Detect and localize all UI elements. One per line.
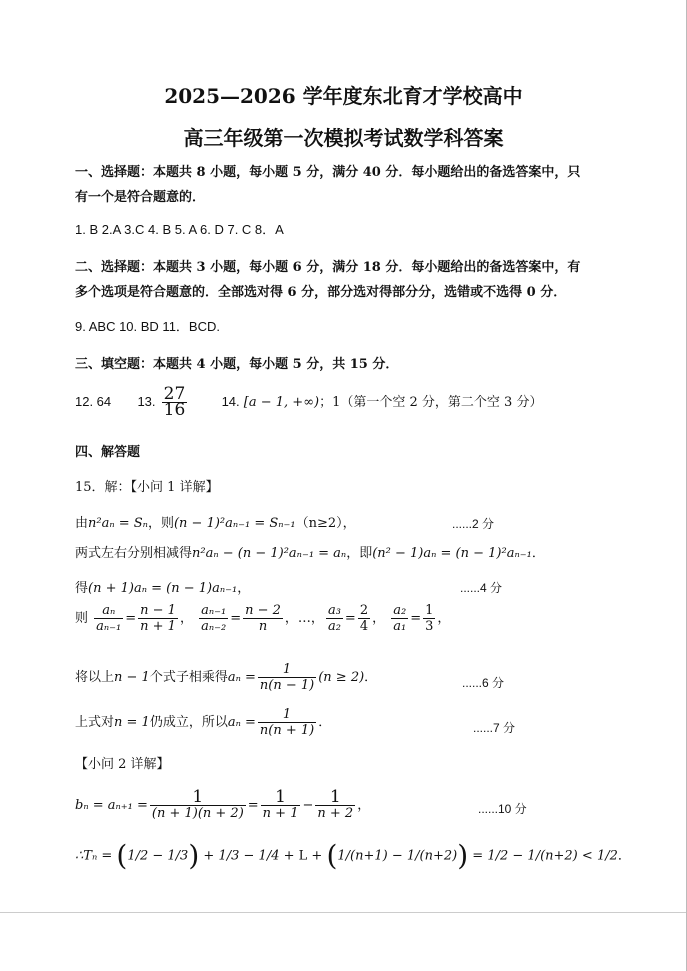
q13-numerator: 27	[163, 384, 186, 404]
eq-an-lhs: aₙ =	[227, 670, 256, 685]
eq-n2an-sn: n²aₙ = Sₙ	[88, 516, 148, 531]
comma: ，	[237, 581, 251, 596]
fill-blank-answers	[75, 384, 543, 420]
condition-n-ge-2-b: (n ≥ 2)	[318, 670, 365, 685]
ratio-3-rhs: $\frac{2}{4}$	[359, 603, 369, 634]
ratio-4-rhs: $\frac{1}{3}$	[425, 603, 434, 634]
q13-denominator: 16	[163, 400, 186, 420]
q14-rest: ；1（第一个空 2 分，第二个空 3 分）	[319, 395, 543, 410]
solution-line-8	[75, 839, 631, 872]
text-ze2: 则	[75, 611, 89, 626]
q14-interval: [a − 1, +∞)	[243, 395, 320, 410]
period: ．	[531, 546, 545, 561]
eq-n-minus-1: n − 1	[114, 670, 150, 685]
section1-heading: 一、选择题：本题共 8 小题，每小题 5 分，满分 40 分．每小题给出的备选答案中，只	[75, 165, 581, 180]
right-paren-2: )	[457, 839, 469, 872]
section4-heading: 四、解答题	[75, 445, 141, 460]
score-4: ......4 分	[460, 581, 503, 595]
period4: ．	[617, 848, 631, 864]
text-you: 由	[75, 516, 89, 531]
tn-term-1: 1/2 − 1/3	[127, 848, 189, 864]
q13-label: 13.	[137, 394, 156, 409]
q15-part2-title: 【小问 2 详解】	[75, 757, 170, 772]
tn-term-3: 1/(n+1) − 1/(n+2)	[337, 848, 458, 864]
ratio-4-lhs: $\frac{\text{a₂}}{\text{a₁}}$	[393, 603, 407, 634]
left-paren: (	[116, 839, 128, 872]
text-de: 得	[75, 581, 89, 596]
left-paren-2: (	[326, 839, 338, 872]
solution-line-6	[75, 707, 331, 738]
comma2: ，	[357, 798, 371, 813]
bn-part1: $\frac{1}{n + 1}$	[262, 787, 299, 821]
section1-answers: 1. B 2.A 3.C 4. B 5. A 6. D 7. C 8．A	[75, 222, 284, 237]
equals2: =	[472, 848, 484, 864]
tn-result: 1/2 − 1/(n+2)	[487, 848, 578, 864]
ellipsis: ，…，	[284, 611, 324, 626]
bn-part2: $\frac{1}{n + 2}$	[317, 787, 354, 821]
tn-term-2: 1/3 − 1/4	[218, 848, 280, 864]
text-subtract: 两式左右分别相减得	[75, 546, 193, 561]
score-7: ......7 分	[473, 721, 516, 735]
solution-line-7	[75, 787, 371, 821]
ratio-1-lhs: $\frac{\text{aₙ}}{\text{aₙ₋₁}}$	[96, 603, 122, 634]
eq-n-eq-1: n = 1	[114, 715, 150, 730]
period2: ．	[364, 670, 378, 685]
section2-heading-cont: 多个选项是符合题意的．全部选对得 6 分，部分选对得部分分，选错或不选得 0 分．	[75, 285, 567, 300]
bn-fraction: $\frac{1}{(n + 1)(n + 2)}$	[151, 787, 244, 821]
text-shangshi: 上式对	[75, 715, 115, 730]
score-10: ......10 分	[478, 802, 527, 816]
solution-line-2	[75, 542, 545, 561]
eq-tn-lhs: ∴Tₙ =	[75, 848, 113, 864]
solution-line-4: 则 $\frac{\text{aₙ}}{\text{aₙ₋₁}}$ = $\frac{n - 1}{n + 1}$ ， $\frac{\text{aₙ₋₁}}{\text{aₙ₋₂}}$ = $\frac{n - 2}{n}$ ，…， $\frac{\text{a₃}}{\text{a₂}}$ = $\frac{2}{4}$ ， $\frac{\text{a₂}}{\text{a₁}}$ = $\frac{1}{3}$ ，	[75, 603, 451, 634]
tn-bound: 1/2	[596, 848, 618, 864]
an-final-fraction: $\frac{1}{n(n + 1)}$	[259, 707, 315, 738]
page-bottom-divider	[0, 912, 687, 913]
q14-label: 14.	[221, 394, 240, 409]
equals: =	[247, 798, 259, 813]
eq-recurrence: (n + 1)aₙ = (n − 1)aₙ₋₁	[88, 581, 238, 596]
score-6: ......6 分	[462, 676, 505, 690]
eq-bn-lhs: bₙ = aₙ₊₁ =	[75, 798, 148, 813]
q13-fraction	[162, 384, 188, 420]
minus: −	[302, 798, 314, 813]
score-2: ......2 分	[452, 517, 495, 531]
solution-line-1	[75, 512, 356, 531]
text-multiply: 个式子相乘得	[149, 670, 228, 685]
section2-heading: 二、选择题：本题共 3 小题，每小题 6 分，满分 18 分．每小题给出的备选答案中，有	[75, 260, 581, 275]
solution-line-5	[75, 662, 377, 693]
q12-answer: 12. 64	[75, 394, 112, 409]
ratio-1-rhs: $\frac{n - 1}{n + 1}$	[140, 603, 176, 634]
section3-heading: 三、填空题：本题共 4 小题，每小题 5 分，共 15 分．	[75, 357, 399, 372]
eq-an-final-lhs: aₙ =	[227, 715, 256, 730]
text-ji: ，即	[346, 546, 373, 561]
plus: +	[203, 848, 215, 864]
eq-prev: (n − 1)²aₙ₋₁ = Sₙ₋₁	[173, 516, 296, 531]
eq-difference: n²aₙ − (n − 1)²aₙ₋₁ = aₙ	[192, 546, 347, 561]
solution-line-3	[75, 577, 250, 596]
plus-l: + L +	[283, 848, 323, 864]
text-holds: 仍成立，所以	[149, 715, 228, 730]
eq-factored: (n² − 1)aₙ = (n − 1)²aₙ₋₁	[372, 546, 532, 561]
q15-title: 15．解：【小问 1 详解】	[75, 480, 219, 495]
page-title-line2: 高三年级第一次模拟考试数学科答案	[183, 126, 504, 150]
section2-answers: 9. ABC 10. BD 11．BCD.	[75, 319, 220, 334]
section1-heading-cont: 有一个是符合题意的．	[75, 190, 206, 205]
period3: ．	[318, 715, 332, 730]
an-formula-fraction: $\frac{1}{n(n - 1)}$	[259, 662, 315, 693]
ratio-2-lhs: $\frac{\text{aₙ₋₁}}{\text{aₙ₋₂}}$	[201, 603, 227, 634]
page-title-line1: 2025—2026 学年度东北育才学校高中	[164, 84, 523, 108]
ratio-2-rhs: $\frac{n - 2}{n}$	[245, 603, 281, 634]
condition-n-ge-2: （n≥2），	[295, 516, 356, 531]
text-ze: ，则	[147, 516, 174, 531]
right-paren: )	[188, 839, 200, 872]
ratio-3-lhs: $\frac{\text{a₃}}{\text{a₂}}$	[327, 603, 341, 634]
text-jiang: 将以上	[75, 670, 115, 685]
less-than: <	[581, 848, 593, 864]
